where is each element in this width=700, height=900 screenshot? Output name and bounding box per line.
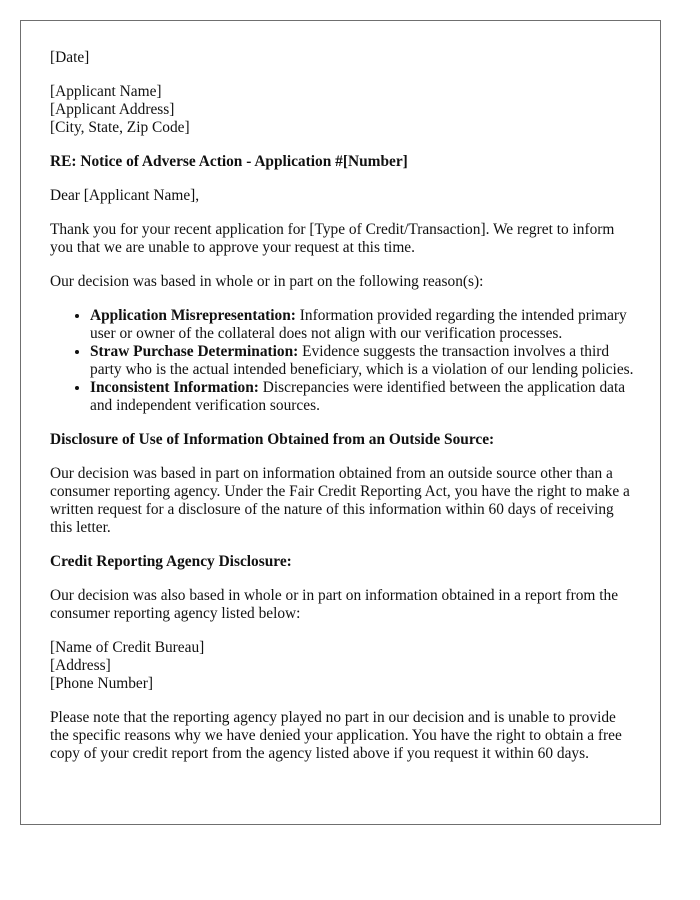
closing-paragraph: Please note that the reporting agency played no part in our decision and is unable to provide the specific reasons why we have denied your application. You have the right to obtain a free copy of your credit report from the agency listed above if you request it within 60 days. [50, 709, 622, 762]
reasons-list [50, 307, 635, 415]
bureau-address: [Address] [50, 657, 111, 674]
list-item [90, 379, 635, 415]
outside-source-paragraph: Our decision was based in part on information obtained from an outside source other than a consumer reporting agency. Under the Fair Credit Reporting Act, you have the right to make a written request for a disclosure of the nature of this information within 60 days of receiving this letter. [50, 465, 630, 536]
list-item [90, 307, 635, 343]
re-line: RE: Notice of Adverse Action - Application #[Number] [50, 153, 408, 170]
applicant-address-block [50, 83, 635, 137]
reasons-intro: Our decision was based in whole or in part on the following reason(s): [50, 273, 484, 290]
reason-title: Application Misrepresentation: [90, 307, 296, 324]
credit-agency-heading: Credit Reporting Agency Disclosure: [50, 553, 292, 570]
reason-text: Discrepancies were identified between the application data and independent verification sources. [90, 379, 626, 414]
letter-page [20, 20, 661, 825]
outside-source-heading: Disclosure of Use of Information Obtained from an Outside Source: [50, 431, 495, 448]
reason-title: Inconsistent Information: [90, 379, 259, 396]
applicant-address: [Applicant Address] [50, 101, 175, 118]
bureau-phone: [Phone Number] [50, 675, 154, 692]
reason-text: Evidence suggests the transaction involves a third party who is the actual intended beneficiary, which is a violation of our lending policies. [90, 343, 634, 378]
reason-text: Information provided regarding the intended primary user or owner of the collateral does not align with our verification processes. [90, 307, 627, 342]
reason-title: Straw Purchase Determination: [90, 343, 299, 360]
bureau-name: [Name of Credit Bureau] [50, 639, 205, 656]
applicant-city: [City, State, Zip Code] [50, 119, 190, 136]
applicant-name: [Applicant Name] [50, 83, 162, 100]
bureau-address-block [50, 639, 635, 693]
salutation: Dear [Applicant Name], [50, 187, 200, 204]
letter-body [50, 49, 635, 763]
intro-paragraph: Thank you for your recent application for [Type of Credit/Transaction]. We regret to inform you that we are unable to approve your request at this time. [50, 221, 615, 256]
list-item [90, 343, 635, 379]
credit-agency-paragraph: Our decision was also based in whole or in part on information obtained in a report from the consumer reporting agency listed below: [50, 587, 619, 622]
letter-date: [Date] [50, 49, 90, 66]
